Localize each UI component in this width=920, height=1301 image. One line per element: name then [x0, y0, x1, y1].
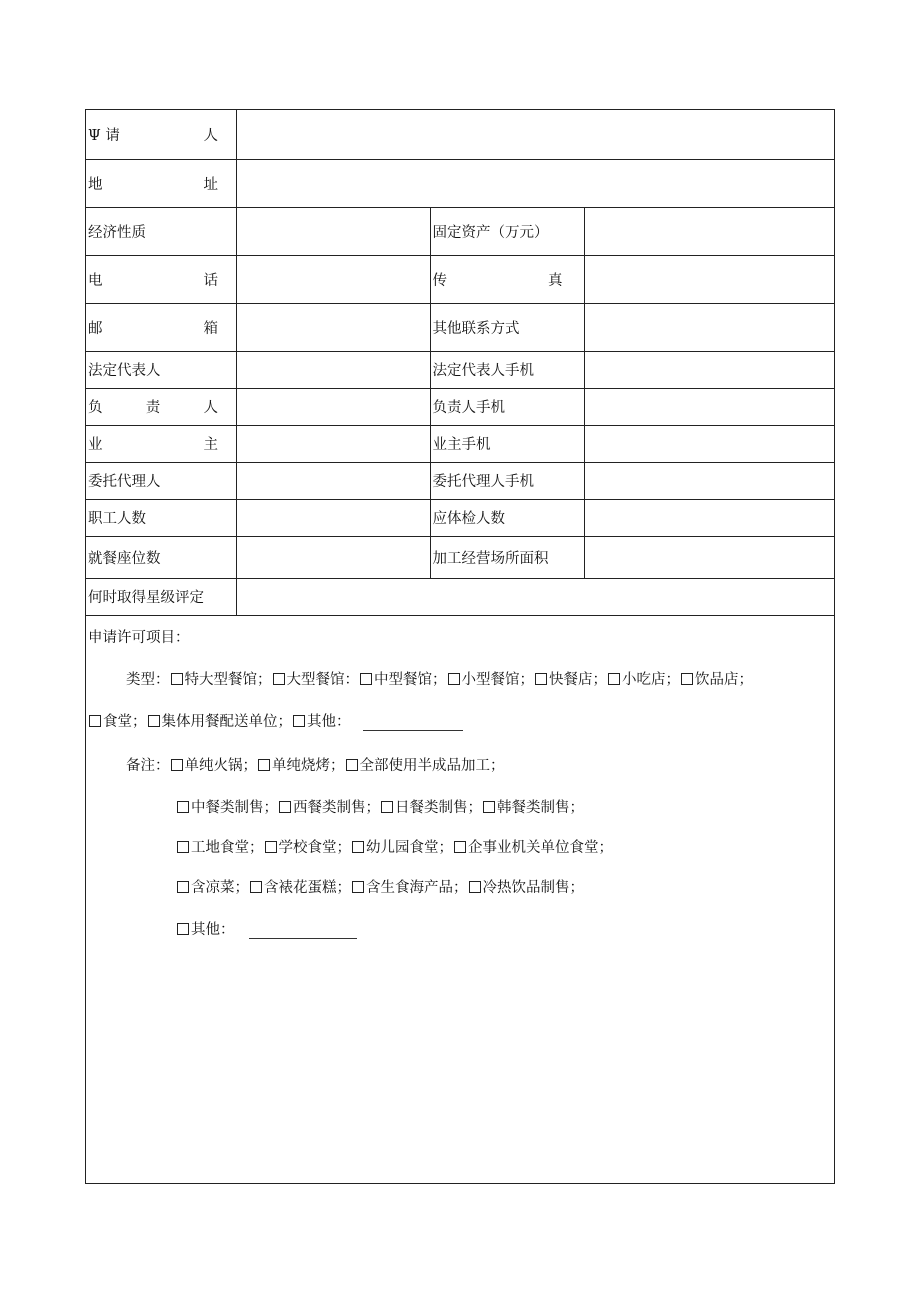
owner-value[interactable] — [236, 425, 430, 462]
type-line-2: 食堂； 集体用餐配送单位； 其他： — [88, 710, 463, 731]
checkbox-icon[interactable] — [148, 715, 160, 727]
field-label: 法定代表人 — [86, 351, 236, 388]
note-line-3: 工地食堂； 学校食堂； 幼儿园食堂； 企事业机关单位食堂； — [176, 836, 613, 857]
checkbox-icon[interactable] — [279, 801, 291, 813]
field-label: 加工经营场所面积 — [430, 536, 584, 578]
checkbox-icon[interactable] — [89, 715, 101, 727]
field-label: 应体检人数 — [430, 499, 584, 536]
table-row — [86, 110, 835, 159]
premises-area-value[interactable] — [584, 536, 835, 578]
field-label: 法定代表人手机 — [430, 351, 584, 388]
other-note-blank[interactable] — [249, 938, 357, 939]
fixed-assets-value[interactable] — [584, 207, 835, 255]
checkbox-icon[interactable] — [250, 881, 262, 893]
field-label: 地 址 — [86, 159, 236, 207]
checkbox-icon[interactable] — [346, 759, 358, 771]
table-row — [86, 425, 835, 462]
checkbox-icon[interactable] — [381, 801, 393, 813]
checkbox-icon[interactable] — [352, 841, 364, 853]
applicant-value[interactable] — [236, 110, 835, 159]
field-label: 何时取得星级评定 — [86, 578, 236, 615]
field-label: 委托代理人手机 — [430, 462, 584, 499]
items-title: 申请许可项目： — [88, 630, 190, 646]
other-type-blank[interactable] — [363, 730, 463, 731]
checkbox-icon[interactable] — [608, 673, 620, 685]
table-row — [86, 207, 835, 255]
note-line-1: 备注： 单纯火锅； 单纯烧烤； 全部使用半成品加工； — [126, 758, 505, 774]
email-value[interactable] — [236, 303, 430, 351]
legal-rep-mobile-value[interactable] — [584, 351, 835, 388]
field-label: 就餐座位数 — [86, 536, 236, 578]
table-row — [86, 499, 835, 536]
table-row — [86, 388, 835, 425]
economic-nature-value[interactable] — [236, 207, 430, 255]
phone-value[interactable] — [236, 255, 430, 303]
field-label: 委托代理人 — [86, 462, 236, 499]
legal-rep-value[interactable] — [236, 351, 430, 388]
staff-count-value[interactable] — [236, 499, 430, 536]
checkbox-icon[interactable] — [469, 881, 481, 893]
table-row — [86, 159, 835, 207]
checkbox-icon[interactable] — [265, 841, 277, 853]
agent-mobile-value[interactable] — [584, 462, 835, 499]
owner-mobile-value[interactable] — [584, 425, 835, 462]
note-line-5: 其他： — [176, 918, 357, 939]
table-row — [86, 351, 835, 388]
field-label: 负责人手机 — [430, 388, 584, 425]
field-label: 电 话 — [86, 255, 236, 303]
table-row — [86, 578, 835, 615]
checkbox-icon[interactable] — [360, 673, 372, 685]
star-rating-date-value[interactable] — [236, 578, 835, 615]
field-label: 其他联系方式 — [430, 303, 584, 351]
other-contact-value[interactable] — [584, 303, 835, 351]
checkbox-icon[interactable] — [273, 673, 285, 685]
checkbox-icon[interactable] — [177, 801, 189, 813]
note-line-4: 含凉菜； 含裱花蛋糕； 含生食海产品； 冷热饮品制售； — [176, 876, 584, 897]
field-label: 业 主 — [86, 425, 236, 462]
note-line-2: 中餐类制售； 西餐类制售； 日餐类制售； 韩餐类制售； — [176, 796, 584, 817]
checkbox-icon[interactable] — [171, 673, 183, 685]
health-check-count-value[interactable] — [584, 499, 835, 536]
checkbox-icon[interactable] — [177, 923, 189, 935]
field-label: 职工人数 — [86, 499, 236, 536]
address-value[interactable] — [236, 159, 835, 207]
person-in-charge-mobile-value[interactable] — [584, 388, 835, 425]
checkbox-icon[interactable] — [258, 759, 270, 771]
checkbox-icon[interactable] — [293, 715, 305, 727]
field-label: 经济性质 — [86, 207, 236, 255]
checkbox-icon[interactable] — [177, 881, 189, 893]
person-in-charge-value[interactable] — [236, 388, 430, 425]
checkbox-icon[interactable] — [448, 673, 460, 685]
table-row — [86, 255, 835, 303]
field-label: Ψ 请 人 — [86, 110, 236, 159]
table-row — [86, 462, 835, 499]
seats-value[interactable] — [236, 536, 430, 578]
table-row — [86, 303, 835, 351]
agent-value[interactable] — [236, 462, 430, 499]
checkbox-icon[interactable] — [483, 801, 495, 813]
checkbox-icon[interactable] — [535, 673, 547, 685]
fax-value[interactable] — [584, 255, 835, 303]
field-label: 固定资产（万元） — [430, 207, 584, 255]
field-label: 负 责 人 — [86, 388, 236, 425]
type-line-1: 类型： 特大型餐馆； 大型餐馆： 中型餐馆； 小型餐馆； 快餐店； 小吃店； 饮品店； — [126, 672, 753, 688]
applicant-info-table — [86, 110, 835, 616]
table-row — [86, 536, 835, 578]
checkbox-icon[interactable] — [171, 759, 183, 771]
checkbox-icon[interactable] — [454, 841, 466, 853]
field-label: 邮 箱 — [86, 303, 236, 351]
field-label: 业主手机 — [430, 425, 584, 462]
checkbox-icon[interactable] — [352, 881, 364, 893]
application-form — [85, 109, 835, 1184]
field-label: 传 真 — [430, 255, 584, 303]
checkbox-icon[interactable] — [681, 673, 693, 685]
checkbox-icon[interactable] — [177, 841, 189, 853]
